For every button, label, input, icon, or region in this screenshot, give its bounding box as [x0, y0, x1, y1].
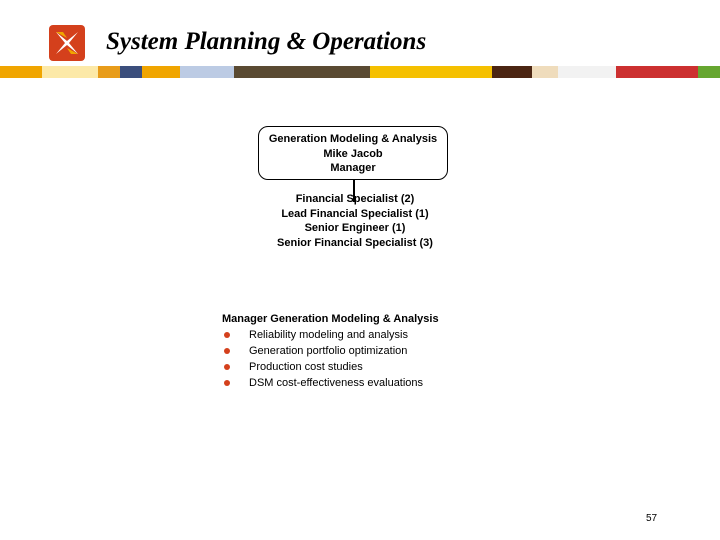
color-bar-segment	[42, 66, 98, 78]
color-bar-segment	[120, 66, 142, 78]
color-bar-segment	[142, 66, 180, 78]
bullet-icon	[224, 380, 230, 386]
direct-report-item: Senior Financial Specialist (3)	[277, 236, 433, 249]
direct-report-item: Financial Specialist (2)	[295, 193, 415, 205]
color-bar-segment	[98, 66, 120, 78]
color-bar-segment	[180, 66, 234, 78]
direct-reports-list	[230, 192, 480, 250]
page-number: 57	[646, 513, 658, 524]
responsibility-text: DSM cost-effectiveness evaluations	[249, 377, 424, 389]
responsibilities-list	[222, 327, 439, 391]
color-bar-segment	[616, 66, 698, 78]
responsibility-item	[222, 343, 439, 359]
responsibility-item	[222, 359, 439, 375]
org-box-department: Generation Modeling & Analysis	[268, 133, 438, 145]
color-bar-segment	[532, 66, 558, 78]
color-bar-segment	[370, 66, 492, 78]
org-chart-manager-box	[258, 126, 448, 180]
bullet-icon	[224, 332, 230, 338]
responsibility-text: Production cost studies	[249, 361, 363, 373]
bullet-icon	[224, 364, 230, 370]
responsibility-item	[222, 375, 439, 391]
org-box-role: Manager	[330, 162, 376, 174]
red-pinwheel-logo-icon	[48, 24, 86, 62]
responsibility-text: Reliability modeling and analysis	[249, 329, 408, 341]
responsibility-item	[222, 327, 439, 343]
direct-report-item: Lead Financial Specialist (1)	[281, 207, 429, 220]
page-title: System Planning & Operations	[106, 28, 427, 55]
direct-report-item: Senior Engineer (1)	[304, 222, 406, 234]
responsibilities-heading: Manager Generation Modeling & Analysis	[222, 313, 439, 325]
bullet-icon	[224, 348, 230, 354]
color-bar-segment	[234, 66, 370, 78]
responsibilities-section	[222, 311, 439, 391]
header-color-bar	[0, 66, 720, 78]
color-bar-segment	[558, 66, 616, 78]
responsibility-text: Generation portfolio optimization	[249, 345, 408, 357]
color-bar-segment	[698, 66, 720, 78]
color-bar-segment	[0, 66, 42, 78]
org-box-person-name: Mike Jacob	[323, 147, 383, 160]
color-bar-segment	[492, 66, 532, 78]
